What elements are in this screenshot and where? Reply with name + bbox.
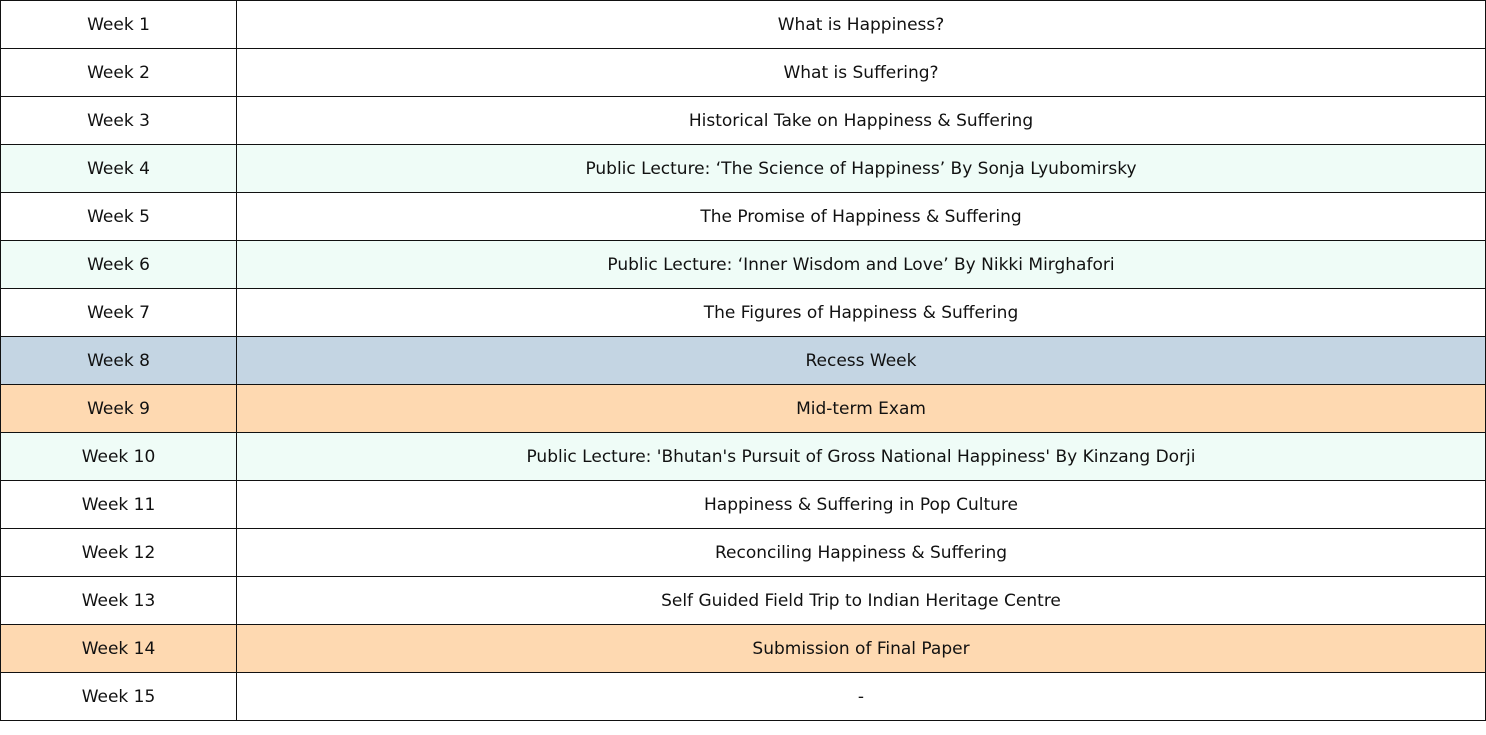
schedule-row bbox=[1, 673, 1486, 721]
topic-cell: Reconciling Happiness & Suffering bbox=[237, 529, 1486, 577]
week-cell: Week 12 bbox=[1, 529, 237, 577]
topic-cell: What is Suffering? bbox=[237, 49, 1486, 97]
topic-cell: Public Lecture: ‘The Science of Happiness’ By Sonja Lyubomirsky bbox=[237, 145, 1486, 193]
week-cell: Week 3 bbox=[1, 97, 237, 145]
week-cell: Week 8 bbox=[1, 337, 237, 385]
week-cell: Week 10 bbox=[1, 433, 237, 481]
schedule-row bbox=[1, 241, 1486, 289]
week-cell: Week 14 bbox=[1, 625, 237, 673]
schedule-row bbox=[1, 289, 1486, 337]
schedule-row bbox=[1, 577, 1486, 625]
schedule-row bbox=[1, 97, 1486, 145]
week-cell: Week 5 bbox=[1, 193, 237, 241]
schedule-row bbox=[1, 481, 1486, 529]
week-cell: Week 7 bbox=[1, 289, 237, 337]
topic-cell: Happiness & Suffering in Pop Culture bbox=[237, 481, 1486, 529]
topic-cell: Self Guided Field Trip to Indian Heritage Centre bbox=[237, 577, 1486, 625]
topic-cell: Historical Take on Happiness & Suffering bbox=[237, 97, 1486, 145]
week-cell: Week 9 bbox=[1, 385, 237, 433]
schedule-row bbox=[1, 625, 1486, 673]
topic-cell: Recess Week bbox=[237, 337, 1486, 385]
week-cell: Week 4 bbox=[1, 145, 237, 193]
topic-cell: The Promise of Happiness & Suffering bbox=[237, 193, 1486, 241]
week-cell: Week 15 bbox=[1, 673, 237, 721]
schedule-row bbox=[1, 193, 1486, 241]
topic-cell: Public Lecture: 'Bhutan's Pursuit of Gross National Happiness' By Kinzang Dorji bbox=[237, 433, 1486, 481]
week-cell: Week 6 bbox=[1, 241, 237, 289]
schedule-row bbox=[1, 529, 1486, 577]
topic-cell: The Figures of Happiness & Suffering bbox=[237, 289, 1486, 337]
topic-cell: Submission of Final Paper bbox=[237, 625, 1486, 673]
topic-cell: What is Happiness? bbox=[237, 1, 1486, 49]
schedule-body bbox=[1, 1, 1486, 721]
topic-cell: - bbox=[237, 673, 1486, 721]
schedule-row bbox=[1, 49, 1486, 97]
topic-cell: Mid-term Exam bbox=[237, 385, 1486, 433]
schedule-row bbox=[1, 1, 1486, 49]
schedule-row bbox=[1, 337, 1486, 385]
schedule-row bbox=[1, 433, 1486, 481]
week-cell: Week 1 bbox=[1, 1, 237, 49]
week-cell: Week 2 bbox=[1, 49, 237, 97]
week-cell: Week 11 bbox=[1, 481, 237, 529]
schedule-row bbox=[1, 145, 1486, 193]
topic-cell: Public Lecture: ‘Inner Wisdom and Love’ By Nikki Mirghafori bbox=[237, 241, 1486, 289]
schedule-row bbox=[1, 385, 1486, 433]
week-cell: Week 13 bbox=[1, 577, 237, 625]
